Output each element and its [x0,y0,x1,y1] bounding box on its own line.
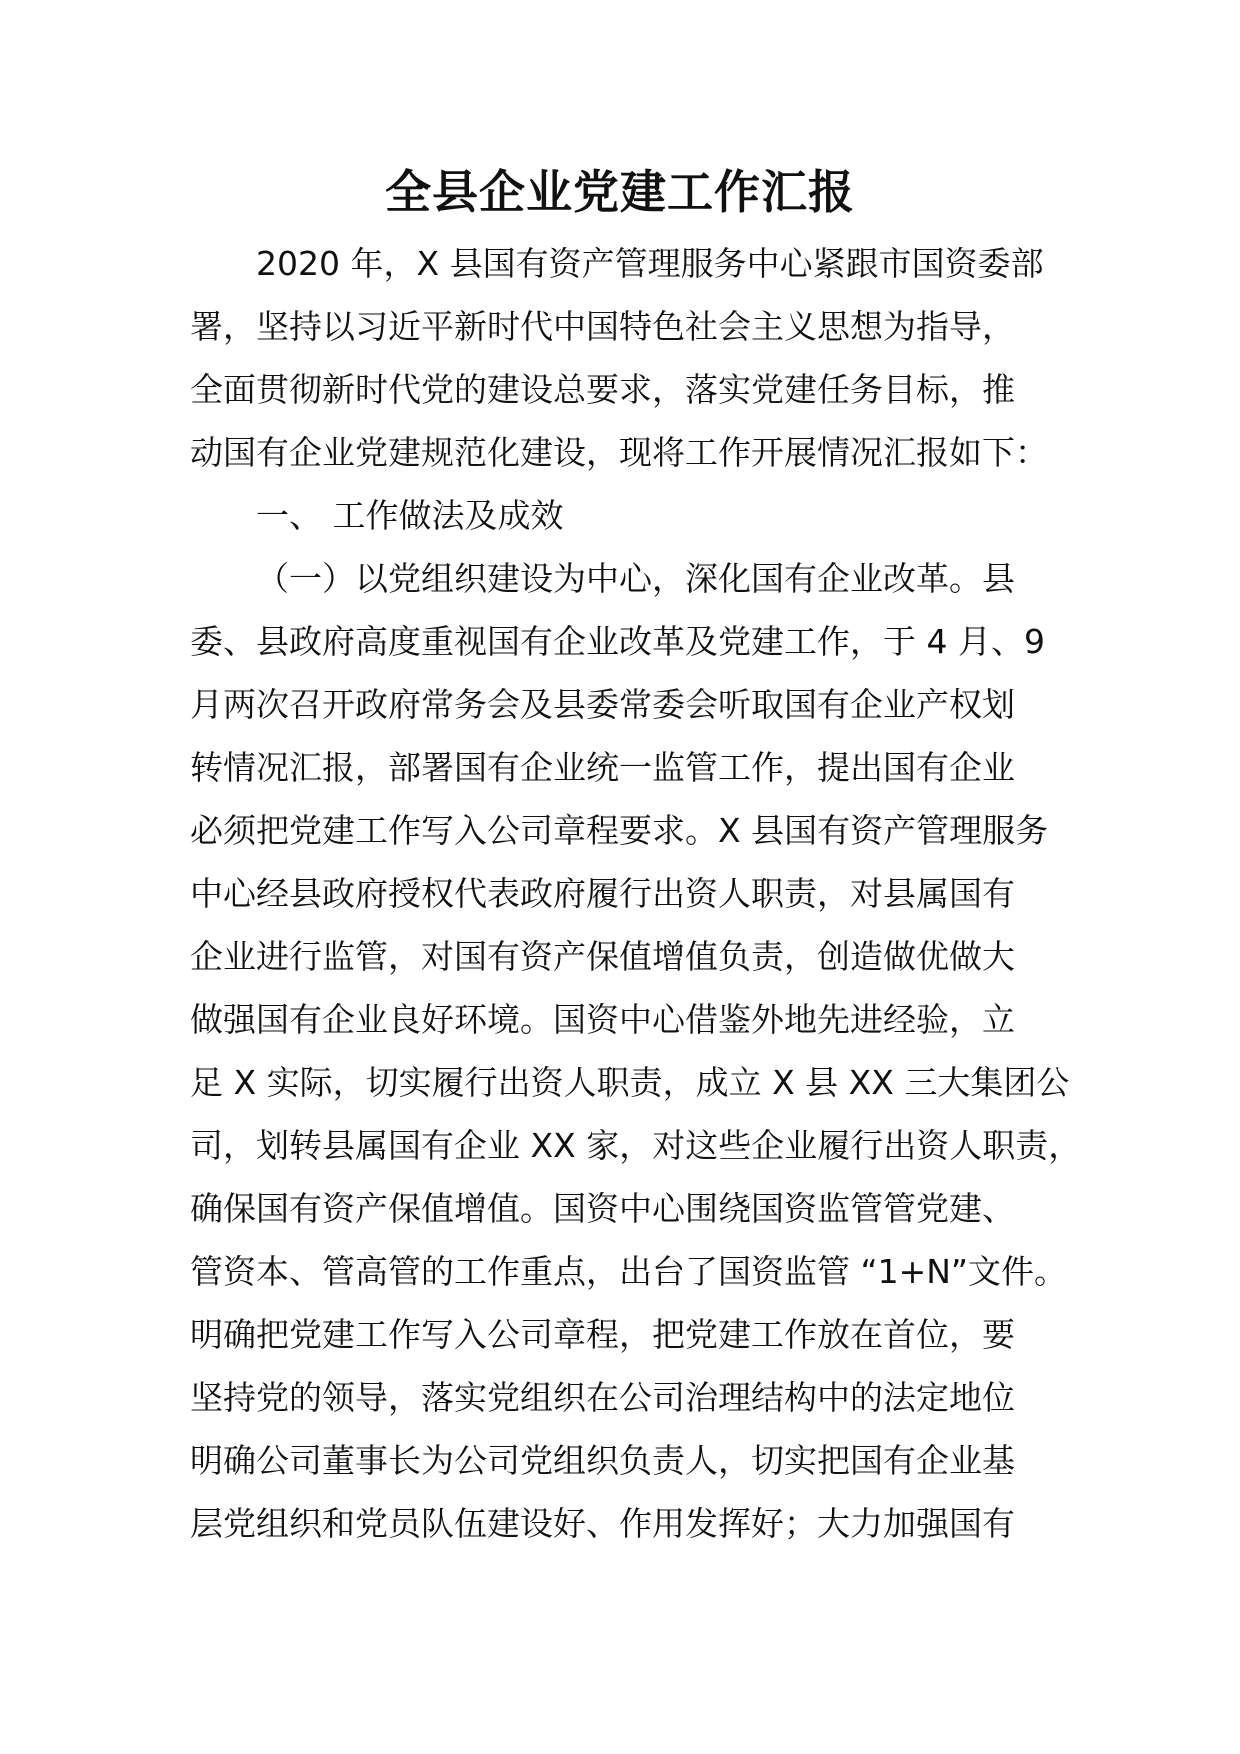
paragraph-line: 转情况汇报，部署国有企业统一监管工作，提出国有企业 [190,748,1015,787]
paragraph-line: 必须把党建工作写入公司章程要求。X 县国有资产管理服务 [190,811,1049,850]
document-title: 全县企业党建工作汇报 [385,165,855,219]
paragraph-line: 2020 年，X 县国有资产管理服务中心紧跟市国资委部 [256,244,1044,283]
paragraph-line: 司，划转县属国有企业 XX 家，对这些企业履行出资人职责， [190,1126,1082,1165]
paragraph-line: 足 X 实际，切实履行出资人职责，成立 X 县 XX 三大集团公 [190,1063,1070,1102]
paragraph-line: 确保国有资产保值增值。国资中心围绕国资监管管党建、 [190,1189,1015,1228]
paragraph-line: 月两次召开政府常务会及县委常委会听取国有企业产权划 [190,685,1015,724]
paragraph-line: 明确把党建工作写入公司章程，把党建工作放在首位，要 [190,1315,1015,1354]
paragraph-line: 动国有企业党建规范化建设，现将工作开展情况汇报如下： [190,433,1048,472]
paragraph-line: （一）以党组织建设为中心，深化国有企业改革。县 [256,559,1015,598]
paragraph-line: 做强国有企业良好环境。国资中心借鉴外地先进经验，立 [190,1000,1015,1039]
section-heading: 一、 工作做法及成效 [256,496,564,535]
paragraph-line: 中心经县政府授权代表政府履行出资人职责，对县属国有 [190,874,1015,913]
paragraph-line: 层党组织和党员队伍建设好、作用发挥好；大力加强国有 [190,1504,1015,1543]
paragraph-line: 署，坚持以习近平新时代中国特色社会主义思想为指导， [190,307,1015,346]
paragraph-line: 委、县政府高度重视国有企业改革及党建工作，于 4 月、9 [190,622,1045,661]
paragraph-line: 明确公司董事长为公司党组织负责人，切实把国有企业基 [190,1441,1015,1480]
paragraph-line: 坚持党的领导，落实党组织在公司治理结构中的法定地位 [190,1378,1015,1417]
paragraph-line: 管资本、管高管的工作重点，出台了国资监管 “1+N”文件。 [190,1252,1068,1291]
paragraph-line: 企业进行监管，对国有资产保值增值负责，创造做优做大 [190,937,1015,976]
paragraph-line: 全面贯彻新时代党的建设总要求，落实党建任务目标，推 [190,370,1015,409]
